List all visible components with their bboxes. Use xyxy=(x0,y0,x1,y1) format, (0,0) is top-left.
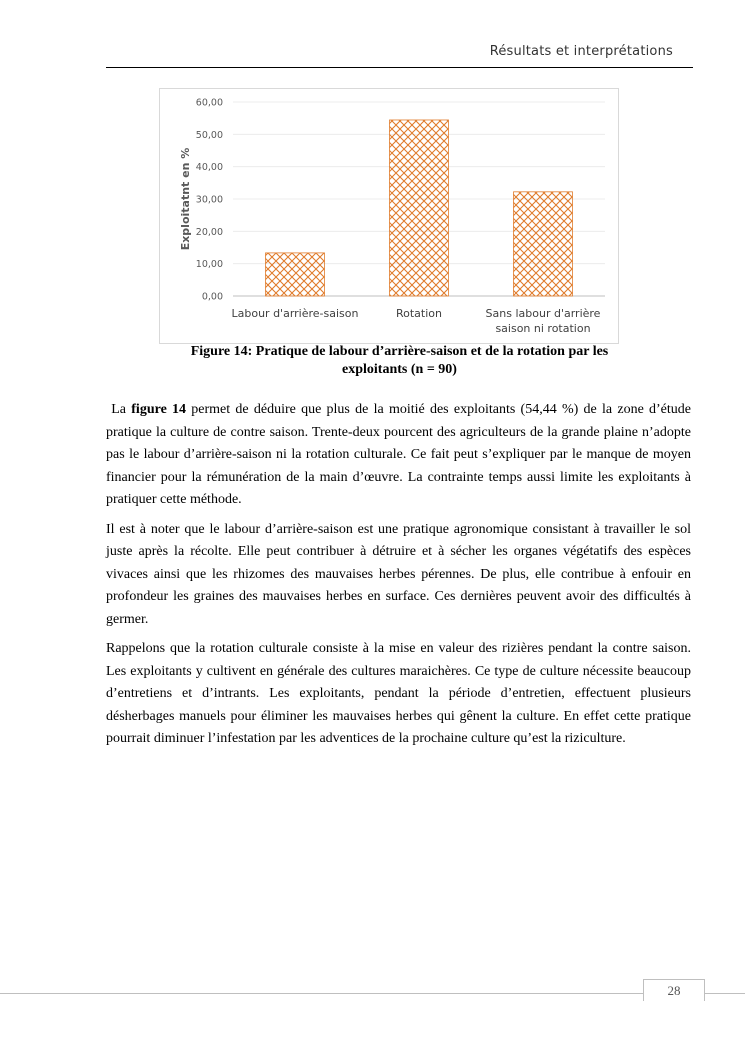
page-number: 28 xyxy=(643,979,705,1001)
bar xyxy=(266,253,325,296)
header-rule xyxy=(106,67,693,68)
y-tick-label: 20,00 xyxy=(195,226,223,238)
x-category-label: Sans labour d'arrière xyxy=(485,307,601,320)
paragraph-1 xyxy=(106,399,691,512)
paragraph-1-text: permet de déduire que plus de la moitié des exploitants (54,44 %) de la zone d’étude pratique la culture de contre saison. Trente-deux pourcent des agriculteurs de la grande plaine n’adopte pas le labour d’arrière-saison ni la rotation culturale. Ce fait peut s’expliquer par le manque de moyen financier pour la rémunération de la main d’œuvre. La contrainte temps aussi limite les exploitants à pratiquer cette méthode. xyxy=(106,402,692,507)
y-tick-label: 0,00 xyxy=(201,291,223,303)
figure-14-chart xyxy=(159,88,619,344)
caption-line-1: Figure 14: Pratique de labour d’arrière-saison et de la rotation par les xyxy=(190,344,609,359)
x-category-label: Rotation xyxy=(395,307,443,320)
y-tick-label: 60,00 xyxy=(195,97,223,109)
y-tick-label: 30,00 xyxy=(195,194,223,206)
y-axis-title: Exploitatnt en % xyxy=(179,147,192,251)
paragraph-1-lead: La xyxy=(111,402,132,417)
figure-caption xyxy=(106,343,693,379)
figure-reference: figure 14 xyxy=(131,402,187,417)
paragraph-3: Rappelons que la rotation culturale consiste à la mise en valeur des rizières pendant la contre saison. Les exploitants y cultivent en générale des cultures maraichères. Ce type de culture nécessite beaucoup d’entretiens et d’intrants. Les exploitants, pendant la période d’entretien, effectuent plusieurs désherbages manuels pour éliminer les mauvaises herbes qui gênent la culture. En effet cette pratique pourrait diminuer l’infestation par les adventices de la prochaine culture qu’est la riziculture. xyxy=(106,641,691,746)
y-tick-label: 40,00 xyxy=(195,162,223,174)
x-category-label: saison ni rotation xyxy=(495,322,591,335)
running-header-title: Résultats et interprétations xyxy=(489,44,673,59)
y-tick-label: 50,00 xyxy=(195,129,223,141)
caption-line-2: exploitants (n = 90) xyxy=(342,362,457,377)
bar xyxy=(514,192,573,296)
footer-rule xyxy=(0,993,745,994)
body-text xyxy=(106,399,691,758)
x-category-label: Labour d'arrière-saison xyxy=(231,307,359,320)
paragraph-2: Il est à noter que le labour d’arrière-saison est une pratique agronomique consistant à travailler le sol juste après la récolte. Elle peut contribuer à détruire et à sécher les organes végétatifs des espèces vivaces ainsi que les rhizomes des mauvaises herbes pérennes. De plus, elle contribue à enfouir en profondeur les graines des mauvaises herbes en surface. Ces dernières peuvent avoir des difficultés à germer. xyxy=(106,521,691,627)
bar xyxy=(390,120,449,296)
y-tick-label: 10,00 xyxy=(195,259,223,271)
bar-chart-svg xyxy=(160,89,618,343)
